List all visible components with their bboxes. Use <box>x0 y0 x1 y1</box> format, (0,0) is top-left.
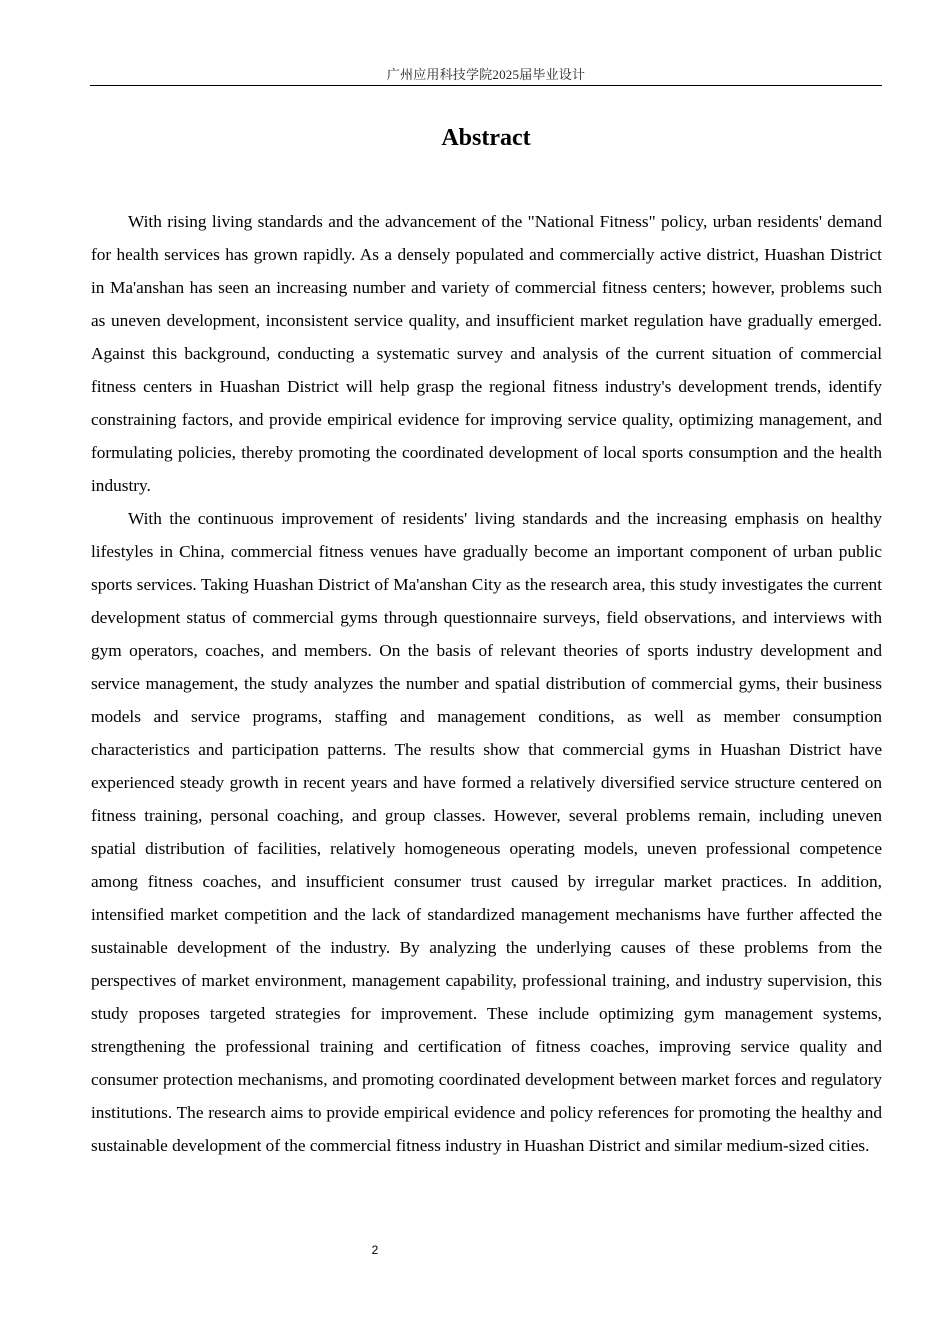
page-number: 2 <box>371 1243 379 1257</box>
abstract-body <box>91 205 882 1162</box>
header-rule <box>90 85 882 86</box>
abstract-paragraph-2: With the continuous improvement of residents' living standards and the increasing emphasis on healthy lifestyles in China, commercial fitness venues have gradually become an important component of urban public sports services. Taking Huashan District of Ma'anshan City as the research area, this study investigates the current development status of commercial gyms through questionnaire surveys, field observations, and interviews with gym operators, coaches, and members. On the basis of relevant theories of sports industry development and service management, the study analyzes the number and spatial distribution of commercial gyms, their business models and service programs, staffing and management conditions, as well as member consumption characteristics and participation patterns. The results show that commercial gyms in Huashan District have experienced steady growth in recent years and have formed a relatively diversified service structure centered on fitness training, personal coaching, and group classes. However, several problems remain, including uneven spatial distribution of facilities, relatively homogeneous operating models, uneven professional competence among fitness coaches, and insufficient consumer trust caused by irregular market practices. In addition, intensified market competition and the lack of standardized management mechanisms have further affected the sustainable development of the industry. By analyzing the underlying causes of these problems from the perspectives of market environment, management capability, professional training, and industry supervision, this study proposes targeted strategies for improvement. These include optimizing gym management systems, strengthening the professional training and certification of fitness coaches, improving service quality and consumer protection mechanisms, and promoting coordinated development between market forces and regulatory institutions. The research aims to provide empirical evidence and policy references for promoting the healthy and sustainable development of the commercial fitness industry in Huashan District and similar medium-sized cities. <box>91 509 882 1155</box>
abstract-paragraph-1: With rising living standards and the advancement of the "National Fitness" policy, urban residents' demand for health services has grown rapidly. As a densely populated and commercially active district, Huashan District in Ma'anshan has seen an increasing number and variety of commercial fitness centers; however, problems such as uneven development, inconsistent service quality, and insufficient market regulation have gradually emerged. Against this background, conducting a systematic survey and analysis of the current situation of commercial fitness centers in Huashan District will help grasp the regional fitness industry's development trends, identify constraining factors, and provide empirical evidence for improving service quality, optimizing management, and formulating policies, thereby promoting the coordinated development of local sports consumption and the health industry. <box>91 212 882 495</box>
abstract-title: Abstract <box>441 125 531 151</box>
running-header: 广州应用科技学院2025届毕业设计 <box>386 67 586 82</box>
